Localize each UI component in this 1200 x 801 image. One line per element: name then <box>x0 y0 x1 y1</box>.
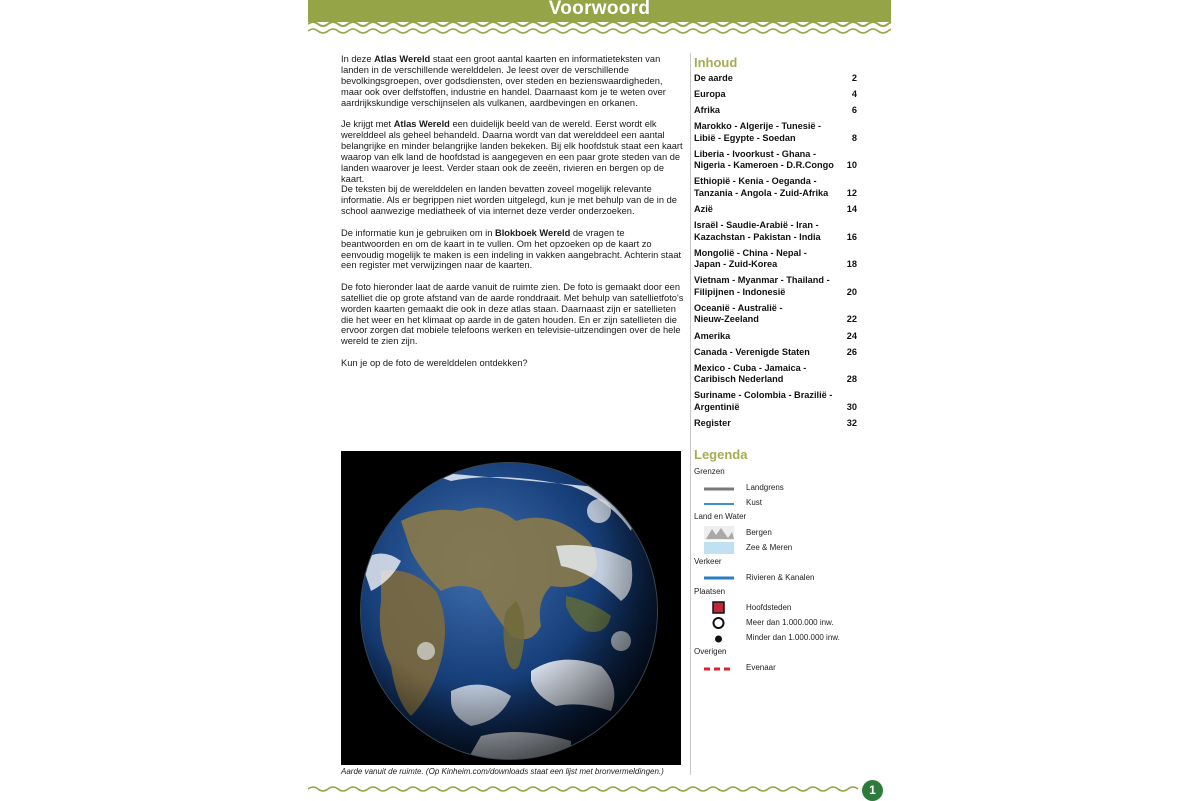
toc-item-label: Liberia - Ivoorkust - Ghana - Nigeria - Kameroen - D.R.Congo <box>694 148 834 171</box>
equator-dashed-line-icon <box>704 661 734 675</box>
column-divider <box>690 53 691 775</box>
toc-item-label: Suriname - Colombia - Brazilië - Argentinië <box>694 390 833 412</box>
water-area-icon <box>704 541 734 555</box>
toc-item <box>694 176 857 199</box>
toc-item <box>694 220 857 243</box>
toc-item-page: 16 <box>846 231 857 242</box>
intro-text <box>341 54 686 379</box>
atlas-page <box>308 0 891 800</box>
header-bar <box>308 0 891 22</box>
legend-group-grenzen: Grenzen <box>694 467 725 476</box>
toc-item-label: Register <box>694 417 731 428</box>
legend <box>694 466 859 676</box>
legend-group-overigen: Overigen <box>694 647 727 656</box>
toc-item-label: Europa <box>694 89 726 100</box>
toc-item-page: 20 <box>846 286 857 297</box>
toc-item-page: 30 <box>846 401 857 412</box>
page-title: Voorwoord <box>548 0 651 19</box>
legend-item-kust: Kust <box>694 496 859 511</box>
toc-item-label: Mongolië - China - Nepal - Japan - Zuid-Korea <box>694 247 807 270</box>
toc-item-page: 10 <box>846 160 857 171</box>
legend-group-verkeer: Verkeer <box>694 557 722 566</box>
small-city-dot-icon <box>704 631 734 645</box>
toc-item-page: 24 <box>846 330 857 341</box>
toc-item-label: Canada - Verenigde Staten <box>694 346 810 357</box>
toc-item-label: Azië <box>694 204 713 215</box>
legend-item-minder-dan: Minder dan 1.000.000 inw. <box>694 631 859 646</box>
toc-item <box>694 149 857 172</box>
toc-item-page: 12 <box>846 187 857 198</box>
intro-paragraph-4: De foto hieronder laat de aarde vanuit de ruimte zien. De foto is gemaakt door een satelliet die op grote afstand van de aarde ronddraait. Met behulp van satellietfoto's worden kaarten gemaakt die ook in deze atlas staan. Daarnaast zijn er satellieten die het weer en het klimaat op aarde in de gaten houden. En er zijn satellieten die ervoor zorgen dat mobiele telefoons werken en televisie-uitzendingen over de hele wereld te zien zijn. <box>341 281 684 347</box>
toc-item-page: 4 <box>851 89 857 100</box>
toc-item-label: Oceanië - Australië - Nieuw-Zeeland <box>694 302 783 325</box>
coast-line-icon <box>704 496 734 510</box>
toc-item-page: 32 <box>846 417 857 428</box>
toc-item <box>694 275 857 298</box>
toc-item-page: 8 <box>851 132 857 143</box>
legend-item-meer-dan: Meer dan 1.000.000 inw. <box>694 616 859 631</box>
toc-item-page: 26 <box>846 346 857 357</box>
earth-photo <box>341 451 681 765</box>
toc-item <box>694 331 857 343</box>
intro-paragraph-3: De informatie kun je gebruiken om in Blokboek Wereld de vragen te beantwoorden en om de kaart in te vullen. Om het opzoeken op de kaart zo eenvoudig mogelijk te maken is een indeling in vakken aangebracht. Achterin staat een register met verwijzingen naar de kaarten. <box>341 227 682 271</box>
toc-item-page: 28 <box>846 374 857 385</box>
toc-item <box>694 363 857 386</box>
toc-item-label: De aarde <box>694 73 733 83</box>
intro-paragraph-2: Je krijgt met Atlas Wereld een duidelijk beeld van de wereld. Eerst wordt elk werelddeel als geheel behandeld. Daarna wordt van dat werelddeel een aantal belangrijke en minder belangrijke landen bekeken. Bij elk hoofdstuk staat een kaart waarop van elk land de hoofdstad is aangegeven en een paar grote steden van de landen waarover je leest. Verder staan ook de zeeën, rivieren en bergen op de kaart. De teksten bij de werelddelen en landen bevatten zoveel mogelijk relevante informatie. Als er begrippen niet worden uitgelegd, kun je met behulp van de in de school aanwezige mediatheek of via internet deze verder onderzoeken. <box>341 119 683 217</box>
legend-item-rivieren: Rivieren & Kanalen <box>694 571 859 586</box>
toc-item <box>694 121 857 144</box>
toc-item-label: Mexico - Cuba - Jamaica - Caribisch Nederland <box>694 362 807 385</box>
toc-item-page: 22 <box>846 314 857 325</box>
toc-item <box>694 73 857 85</box>
toc-item <box>694 418 857 430</box>
toc-item <box>694 347 857 359</box>
capital-square-icon <box>704 601 734 615</box>
river-line-icon <box>704 571 734 585</box>
toc-item <box>694 204 857 216</box>
toc-item <box>694 303 857 326</box>
page-number-badge: 1 <box>862 780 883 801</box>
toc-item-label: Amerika <box>694 330 731 341</box>
legend-item-bergen: Bergen <box>694 526 859 541</box>
border-line-icon <box>704 481 734 495</box>
intro-paragraph-5: Kun je op de foto de werelddelen ontdekken? <box>341 357 528 368</box>
toc-item-label: Marokko - Algerije - Tunesië - Libië - Egypte - Soedan <box>694 121 822 143</box>
legend-item-landgrens: Landgrens <box>694 481 859 496</box>
photo-caption: Aarde vanuit de ruimte. (Op Kinheim.com/downloads staat een lijst met bronvermeldingen.) <box>341 767 664 776</box>
table-of-contents <box>694 73 857 434</box>
toc-item <box>694 390 857 413</box>
toc-item-label: Israël - Saudie-Arabië - Iran - Kazachstan - Pakistan - India <box>694 220 821 242</box>
legend-item-evenaar: Evenaar <box>694 661 859 676</box>
header-wave-border <box>308 20 891 40</box>
toc-item-label: Afrika <box>694 105 721 116</box>
footer-wave-border <box>308 782 891 796</box>
toc-item <box>694 105 857 117</box>
large-city-circle-icon <box>704 616 734 630</box>
toc-item-page: 6 <box>851 105 857 116</box>
toc-item-page: 14 <box>846 204 857 215</box>
legend-item-zee-meren: Zee & Meren <box>694 541 859 556</box>
toc-item <box>694 248 857 271</box>
legend-group-land-water: Land en Water <box>694 512 747 521</box>
toc-item-label: Ethiopië - Kenia - Oeganda - Tanzania - Angola - Zuid-Afrika <box>694 176 829 198</box>
toc-item-label: Vietnam - Myanmar - Thailand - Filipijnen - Indonesië <box>694 275 830 297</box>
toc-item-page: 18 <box>846 259 857 270</box>
legend-title: Legenda <box>694 447 748 462</box>
legend-group-plaatsen: Plaatsen <box>694 587 726 596</box>
toc-item <box>694 89 857 101</box>
earth-globe-image <box>341 451 681 765</box>
intro-paragraph-1: In deze Atlas Wereld staat een groot aantal kaarten en informatieteksten van landen in de verschillende werelddelen. Je leest over de verschillende bevolkingsgroepen, over godsdiensten, over steden en bezienswaardigheden, maar ook over delfstoffen, industrie en handel. Daarnaast kom je te weten over aardrijkskundige verschijnselen als vulkanen, aardbevingen en orkanen. <box>341 54 666 108</box>
legend-item-hoofdsteden: Hoofdsteden <box>694 601 859 616</box>
toc-item-page: 2 <box>851 73 857 83</box>
toc-title: Inhoud <box>694 55 738 70</box>
mountains-icon <box>704 526 734 540</box>
